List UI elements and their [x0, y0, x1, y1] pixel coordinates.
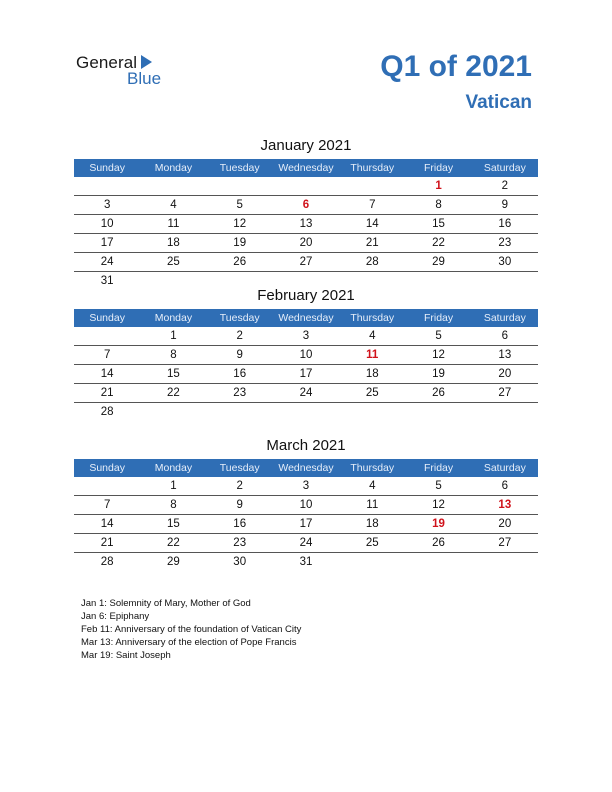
date-cell: 25 [365, 537, 379, 549]
weekday-label: Tuesday [219, 312, 260, 324]
date-cell: 31 [299, 556, 313, 568]
date-cell: 2 [236, 330, 243, 342]
date-cell: 17 [100, 237, 114, 249]
holiday-date-cell: 6 [302, 199, 310, 211]
date-cell: 21 [365, 237, 379, 249]
date-cell: 25 [167, 256, 180, 268]
date-cell [207, 177, 273, 195]
date-cell: 9 [236, 349, 243, 361]
weekday-header [74, 309, 538, 327]
holiday-note: Feb 11: Anniversary of the foundation of Vatican City [81, 624, 302, 635]
date-cell: 15 [167, 518, 180, 530]
weekday-label: Sunday [89, 312, 125, 324]
logo-flag-icon [141, 55, 152, 69]
date-cell: 11 [366, 499, 379, 511]
date-cell: 12 [432, 349, 445, 361]
holiday-date-cell: 13 [498, 499, 512, 511]
week-row [74, 477, 538, 496]
date-cell: 26 [432, 537, 445, 549]
date-cell: 27 [299, 256, 313, 268]
date-cell: 30 [233, 556, 247, 568]
week-row [74, 496, 538, 515]
month-title: March 2021 [266, 437, 346, 454]
date-cell [74, 477, 140, 495]
date-cell: 10 [100, 218, 114, 230]
logo-word-blue: Blue [127, 69, 162, 88]
date-cell: 5 [236, 199, 243, 211]
date-cell: 12 [233, 218, 247, 230]
month-calendar [74, 437, 538, 571]
date-cell: 14 [100, 368, 114, 380]
date-cell: 3 [302, 480, 310, 492]
date-cell [472, 553, 538, 571]
date-cell: 3 [302, 330, 310, 342]
date-cell [472, 403, 538, 421]
weekday-label: Saturday [483, 162, 526, 174]
date-cell: 23 [233, 387, 247, 399]
date-cell: 20 [498, 368, 512, 380]
date-cell: 12 [432, 499, 445, 511]
date-cell: 30 [498, 256, 512, 268]
weekday-label: Friday [423, 312, 454, 324]
date-cell: 2 [236, 480, 243, 492]
weekday-label: Sunday [89, 162, 125, 174]
date-cell: 7 [103, 499, 111, 511]
date-cell: 10 [299, 499, 313, 511]
weekday-label: Monday [154, 312, 193, 324]
date-cell: 26 [432, 387, 445, 399]
date-cell: 5 [435, 480, 442, 492]
date-cell: 19 [233, 237, 247, 249]
date-cell: 29 [432, 256, 445, 268]
date-cell [207, 403, 273, 421]
weekday-label: Thursday [350, 312, 395, 324]
week-row [74, 177, 538, 196]
week-row [74, 403, 538, 421]
date-cell: 24 [100, 256, 114, 268]
month-title: February 2021 [257, 287, 355, 304]
holiday-note: Mar 19: Saint Joseph [81, 650, 171, 661]
date-cell: 2 [501, 180, 509, 192]
date-cell [405, 553, 471, 571]
date-cell: 4 [369, 480, 376, 492]
date-cell: 28 [365, 256, 379, 268]
weekday-label: Thursday [350, 462, 395, 474]
date-cell: 16 [233, 518, 247, 530]
date-cell: 11 [167, 218, 180, 230]
month-calendar [74, 137, 538, 290]
date-cell: 3 [103, 199, 111, 211]
date-cell: 29 [167, 556, 180, 568]
date-cell: 18 [365, 518, 379, 530]
date-cell: 6 [501, 480, 509, 492]
generalblue-logo [76, 53, 176, 89]
weekday-label: Saturday [483, 312, 526, 324]
date-cell: 22 [167, 387, 180, 399]
week-row [74, 534, 538, 553]
week-row [74, 515, 538, 534]
week-row [74, 196, 538, 215]
date-cell: 17 [299, 518, 313, 530]
date-cell [405, 403, 471, 421]
date-cell [273, 403, 339, 421]
date-cell: 22 [432, 237, 445, 249]
date-cell [74, 327, 140, 345]
date-cell: 26 [233, 256, 247, 268]
date-cell: 8 [170, 349, 177, 361]
date-cell: 9 [501, 199, 509, 211]
holiday-date-cell: 1 [435, 180, 442, 192]
date-cell: 8 [435, 199, 442, 211]
date-cell: 21 [100, 387, 114, 399]
date-cell: 4 [170, 199, 177, 211]
date-cell: 23 [498, 237, 512, 249]
date-cell: 17 [299, 368, 313, 380]
date-cell: 1 [170, 330, 177, 342]
month-title: January 2021 [260, 137, 352, 154]
date-cell: 25 [365, 387, 379, 399]
date-cell: 31 [100, 275, 114, 287]
week-row [74, 215, 538, 234]
date-cell: 13 [299, 218, 313, 230]
date-cell: 6 [501, 330, 509, 342]
date-cell [273, 177, 339, 195]
date-cell: 28 [100, 406, 114, 418]
date-cell: 22 [167, 537, 180, 549]
week-row [74, 553, 538, 571]
weekday-label: Tuesday [219, 462, 260, 474]
date-cell: 21 [100, 537, 114, 549]
date-cell: 15 [432, 218, 445, 230]
weekday-label: Wednesday [278, 312, 334, 324]
holiday-date-cell: 11 [366, 349, 379, 361]
weekday-label: Friday [423, 162, 454, 174]
date-cell: 18 [167, 237, 180, 249]
date-cell: 24 [299, 537, 313, 549]
country-name: Vatican [465, 92, 532, 113]
week-row [74, 346, 538, 365]
week-row [74, 384, 538, 403]
page-title: Q1 of 2021 [380, 50, 532, 83]
weekday-label: Thursday [350, 162, 395, 174]
weekday-label: Friday [423, 462, 454, 474]
holiday-note: Mar 13: Anniversary of the election of Pope Francis [81, 637, 297, 648]
weekday-label: Tuesday [219, 162, 260, 174]
date-cell: 14 [365, 218, 379, 230]
holiday-note: Jan 6: Epiphany [81, 611, 150, 622]
date-cell: 16 [498, 218, 512, 230]
date-cell [74, 177, 140, 195]
date-cell: 10 [299, 349, 313, 361]
weekday-header [74, 159, 538, 177]
date-cell: 27 [498, 387, 512, 399]
weekday-label: Wednesday [278, 462, 334, 474]
date-cell: 23 [233, 537, 247, 549]
date-cell [339, 177, 405, 195]
weekday-label: Monday [154, 162, 193, 174]
date-cell: 8 [170, 499, 177, 511]
date-cell [140, 177, 206, 195]
date-cell: 5 [435, 330, 442, 342]
date-cell: 20 [299, 237, 313, 249]
date-cell: 7 [103, 349, 111, 361]
date-cell: 9 [236, 499, 243, 511]
holiday-notes [81, 597, 301, 662]
logo-word-general: General [76, 53, 138, 72]
date-cell: 28 [100, 556, 114, 568]
weekday-label: Sunday [89, 462, 125, 474]
weekday-label: Saturday [483, 462, 526, 474]
date-cell: 13 [498, 349, 512, 361]
date-cell: 1 [170, 480, 177, 492]
date-cell: 27 [498, 537, 512, 549]
date-cell [339, 403, 405, 421]
date-cell [140, 403, 206, 421]
week-row [74, 365, 538, 384]
date-cell: 20 [498, 518, 512, 530]
date-cell: 7 [369, 199, 376, 211]
month-calendar [74, 287, 538, 421]
date-cell: 24 [299, 387, 313, 399]
weekday-label: Monday [154, 462, 193, 474]
date-cell: 4 [369, 330, 376, 342]
date-cell: 18 [365, 368, 379, 380]
holiday-date-cell: 19 [432, 518, 445, 530]
date-cell: 19 [432, 368, 445, 380]
holiday-note: Jan 1: Solemnity of Mary, Mother of God [81, 598, 251, 609]
week-row [74, 253, 538, 272]
date-cell: 14 [100, 518, 114, 530]
date-cell [339, 553, 405, 571]
date-cell: 15 [167, 368, 180, 380]
weekday-header [74, 459, 538, 477]
date-cell: 16 [233, 368, 247, 380]
week-row [74, 327, 538, 346]
week-row [74, 234, 538, 253]
weekday-label: Wednesday [278, 162, 334, 174]
